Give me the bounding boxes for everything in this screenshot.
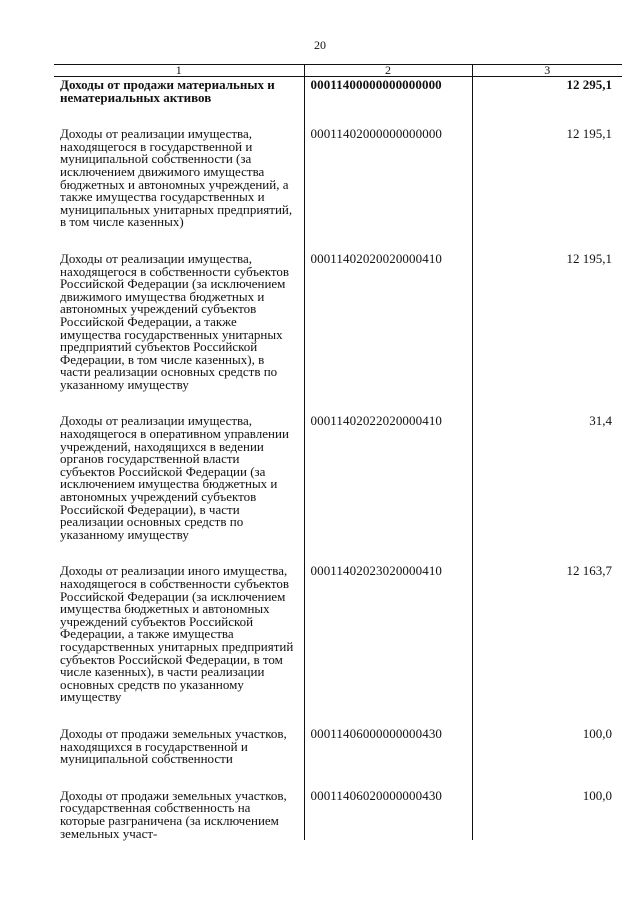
- table-row: [54, 77, 622, 105]
- table-row: [54, 229, 622, 392]
- row-name: Доходы от продажи материальных и нематериальных активов: [60, 77, 275, 105]
- row-code: 00011402020020000410: [304, 229, 472, 392]
- table-row: [54, 391, 622, 541]
- row-name: Доходы от реализации имущества, находящегося в собственности субъектов Российской Федерации (за исключением движимого имущества бюджетных и автономных учреждений субъектов Российской Федерации, а также имущества государственных унитарных предприятий субъектов Российской Федерации, в том числе казенных), в части реализации основных средств по указанному имуществу: [60, 250, 290, 392]
- row-name: Доходы от продажи земельных участков, государственная собственность на которые разграничена (за исключением земельных участ-: [60, 787, 287, 841]
- revenue-table: [54, 64, 622, 840]
- row-code: 00011406000000000430: [304, 704, 472, 766]
- column-header-1: 1: [54, 65, 304, 77]
- row-code: 00011406020000000430: [304, 766, 472, 840]
- row-amount: 100,0: [472, 766, 622, 840]
- column-header-2: 2: [304, 65, 472, 77]
- row-code: 00011400000000000000: [304, 77, 472, 105]
- row-amount: 12 195,1: [472, 229, 622, 392]
- table-row: [54, 704, 622, 766]
- row-code: 00011402022020000410: [304, 391, 472, 541]
- row-name: Доходы от продажи земельных участков, находящихся в государственной и муниципальной собственности: [60, 725, 287, 767]
- table-row: [54, 766, 622, 840]
- row-name: Доходы от реализации имущества, находящегося в государственной и муниципальной собственности (за исключением движимого имущества бюджетных и автономных учреждений, а также имущества государственных и муниципальных унитарных предприятий, в том числе казенных): [60, 126, 293, 230]
- row-code: 00011402023020000410: [304, 541, 472, 704]
- table-header-row: [54, 65, 622, 77]
- row-amount: 12 163,7: [472, 541, 622, 704]
- table-row: [54, 104, 622, 229]
- column-header-3: 3: [472, 65, 622, 77]
- table-row: [54, 541, 622, 704]
- row-name: Доходы от реализации иного имущества, находящегося в собственности субъектов Российской Федерации (за исключением имущества бюджетных и автономных учреждений субъектов Российской Федерации, а также имущества государственных унитарных предприятий субъектов Российской Федерации, в том числе казенных), в части реализации основных средств по указанному имуществу: [60, 563, 294, 705]
- row-amount: 12 195,1: [472, 104, 622, 229]
- row-amount: 12 295,1: [472, 77, 622, 105]
- row-amount: 100,0: [472, 704, 622, 766]
- page-number: 20: [314, 38, 326, 52]
- row-name: Доходы от реализации имущества, находящегося в оперативном управлении учреждений, находящихся в ведении органов государственной власти субъектов Российской Федерации (за исключением имущества бюджетных и автономных учреждений субъектов Российской Федерации), в части реализации основных средств по указанному имуществу: [60, 413, 289, 542]
- row-amount: 31,4: [472, 391, 622, 541]
- row-code: 00011402000000000000: [304, 104, 472, 229]
